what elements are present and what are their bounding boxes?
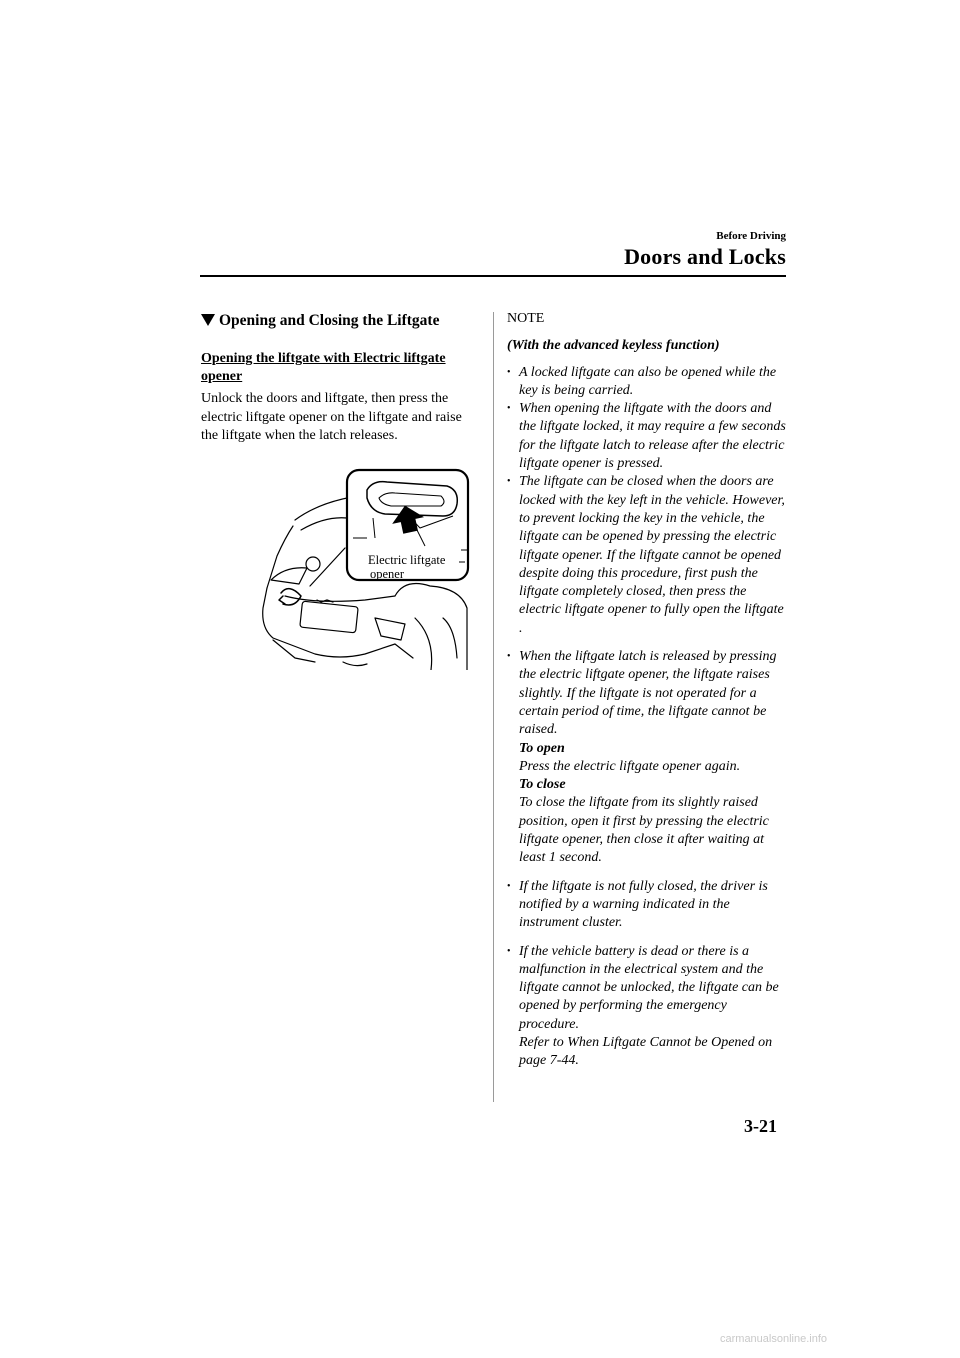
watermark: carmanualsonline.info: [720, 1333, 828, 1345]
liftgate-illustration: [255, 468, 470, 670]
list-item: • When opening the liftgate with the doors and the liftgate locked, it may require a few seconds for the liftgate latch to release after the electric liftgate opener is pressed.: [507, 400, 787, 473]
section-label: Before Driving: [716, 230, 786, 242]
to-close-label: To close: [519, 777, 566, 793]
column-divider: [493, 312, 494, 1102]
section-heading-text: Opening and Closing the Liftgate: [219, 312, 440, 329]
list-item: • The liftgate can be closed when the doors are locked with the key left in the vehicle. However, to prevent locking the key in the vehicle, the liftgate can be opened by pressing the electric liftgate opener. If the liftgate cannot be opened despite doing this procedure, first push the liftgate completely closed, then press the electric liftgate opener to fully open the liftgate .: [507, 473, 787, 638]
cross-reference: Refer to When Liftgate Cannot be Opened on page 7-44.: [519, 1034, 773, 1069]
note-condition: (With the advanced keyless function): [507, 338, 720, 354]
chapter-title: Doors and Locks: [624, 244, 786, 269]
down-triangle-icon: [201, 314, 215, 326]
list-item: • If the liftgate is not fully closed, the driver is notified by a warning indicated in the instrument cluster.: [507, 878, 787, 933]
note-list: [507, 364, 787, 1071]
header-rule: [200, 275, 786, 277]
section-heading: [201, 312, 439, 330]
page-number: 3-21: [744, 1116, 777, 1136]
body-paragraph: Unlock the doors and liftgate, then press the electric liftgate opener on the liftgate and raise the liftgate when the latch releases.: [201, 391, 462, 443]
subheading: Opening the liftgate with Electric liftgate opener: [201, 351, 446, 384]
figure-callout: [368, 553, 445, 581]
list-item: [507, 943, 787, 1071]
figure-callout-line2: opener: [370, 567, 405, 581]
to-open-label: To open: [519, 740, 565, 756]
figure-callout-line1: Electric liftgate: [368, 553, 446, 567]
list-item-text: • If the vehicle battery is dead or there is a malfunction in the electrical system and the liftgate cannot be unlocked, the liftgate can be opened by performing the emergency procedure.: [519, 943, 779, 1032]
note-label: NOTE: [507, 311, 545, 326]
note-column: [507, 310, 787, 1071]
list-item: • A locked liftgate can also be opened while the key is being carried.: [507, 364, 787, 401]
to-close-text: To close the liftgate from its slightly raised position, open it first by pressing the electric liftgate opener, then close it after waiting at least 1 second.: [519, 795, 769, 866]
list-item-text: • When the liftgate latch is released by pressing the electric liftgate opener, the liftgate raises slightly. If the liftgate is not operated for a certain period of time, the liftgate cannot be raised.: [519, 649, 777, 738]
list-item: [507, 648, 787, 868]
to-open-text: Press the electric liftgate opener again.: [519, 758, 741, 774]
